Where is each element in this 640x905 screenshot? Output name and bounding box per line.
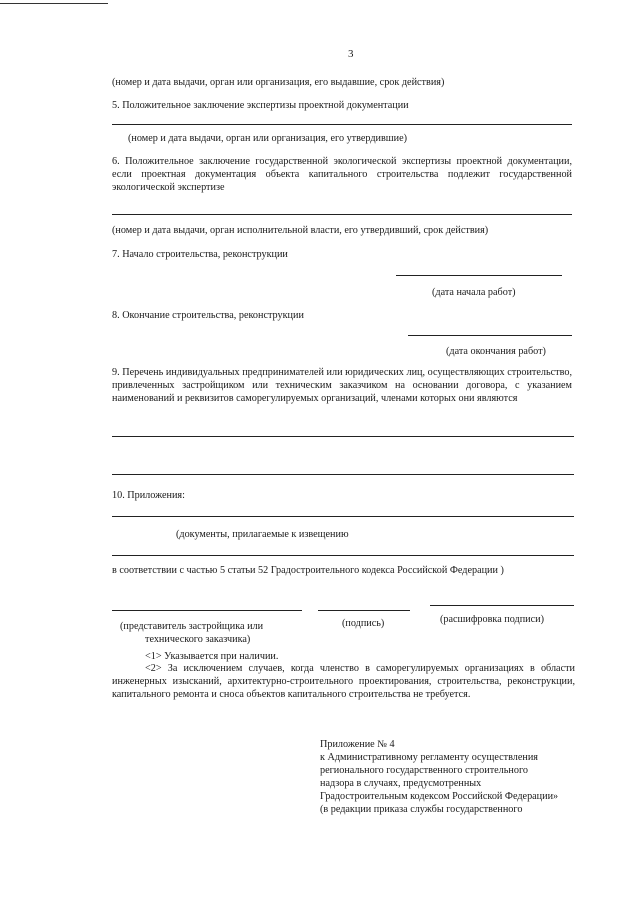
footnote-2-first: <2> За исключением случаев, когда членство в саморегулируемых организациях в	[145, 663, 535, 674]
footnote-2	[112, 662, 575, 701]
decoding-caption: (расшифровка подписи)	[440, 614, 544, 625]
section-8-title: 8. Окончание строительства, реконструкции	[112, 310, 304, 321]
section-10-fill-line-1	[112, 516, 574, 517]
section-9-fill-line-2	[112, 474, 574, 475]
approve-info-caption: (номер и дата выдачи, орган или организация, его утвердившие)	[128, 133, 408, 144]
footnote-1: <1> Указывается при наличии.	[145, 651, 279, 662]
footnote-2-rest: области инженерных изысканий, архитектурно-строительного проектирования, строительства, реконструкции, капитального ремонта и сноса объектов капитального строительства не требуется.	[112, 663, 575, 700]
section-9-fill-line-1	[112, 436, 574, 437]
section-10-title: 10. Приложения:	[112, 490, 185, 501]
appendix-line-1: к Административному регламенту осуществления	[320, 752, 538, 763]
appendix-line-5: (в редакции приказа службы государственного	[320, 804, 523, 815]
approve-info-caption-2: (номер и дата выдачи, орган исполнительной власти, его утвердивший, срок действия)	[112, 225, 489, 236]
page-number: 3	[348, 48, 354, 60]
appendix-title: Приложение № 4	[320, 739, 395, 750]
section-5-title: 5. Положительное заключение экспертизы проектной документации	[112, 100, 409, 111]
appendix-line-3: надзора в случаях, предусмотренных	[320, 778, 482, 789]
rep-signature-line	[112, 610, 302, 611]
top-rule	[0, 3, 108, 4]
end-date-caption: (дата окончания работ)	[446, 346, 546, 357]
start-date-caption: (дата начала работ)	[432, 287, 516, 298]
section-9-text: 9. Перечень индивидуальных предпринимателей или юридических лиц, осуществляющих строительство, привлеченных застройщиком или техническим заказчиком на основании договора, с указанием наименований и реквизитов саморегулируемых организаций, членами которых они являются	[112, 367, 572, 404]
decoding-line	[430, 605, 574, 606]
end-date-line	[408, 335, 572, 336]
signature-caption: (подпись)	[342, 618, 385, 629]
start-date-line	[396, 275, 562, 276]
rep-caption-2: технического заказчика)	[145, 634, 251, 645]
appendix-line-2: регионального государственного строительного	[320, 765, 528, 776]
signature-line	[318, 610, 410, 611]
issue-info-caption: (номер и дата выдачи, орган или организация, его выдавшие, срок действия)	[112, 77, 445, 88]
section-6-fill-line	[112, 214, 572, 215]
documents-caption: (документы, прилагаемые к извещению	[176, 529, 349, 540]
section-5-fill-line	[112, 124, 572, 125]
appendix-line-4: Градостроительным кодексом Российской Федерации»	[320, 791, 559, 802]
section-10-fill-line-2	[112, 555, 574, 556]
section-6-text: 6. Положительное заключение государственной экологической экспертизы проектной документации, если проектная документация объекта капитального строительства подлежит государственной экологической экспертизе	[112, 156, 572, 193]
section-10-note: в соответствии с частью 5 статьи 52 Градостроительного кодекса Российской Федерации )	[112, 565, 504, 576]
rep-caption-1: (представитель застройщика или	[120, 621, 264, 632]
section-7-title: 7. Начало строительства, реконструкции	[112, 249, 288, 260]
